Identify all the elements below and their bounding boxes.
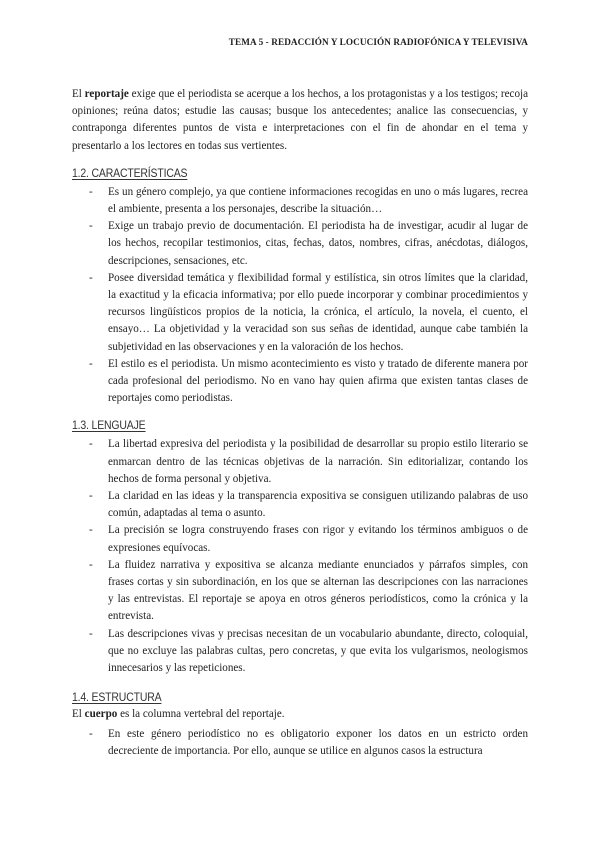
estructura-list bbox=[72, 726, 528, 760]
list-item bbox=[72, 356, 528, 408]
intro-text: exige que el periodista se acerque a los hechos, a los protagonistas y a los testigos; recoja opiniones; reúna datos; estudie las causas; busque los antecedentes; analice las consecuencias, y contraponga diferentes puntos de vista e interpretaciones con el fin de ahondar en el tema y presentarlo a los lectores en todas sus vertientes. bbox=[72, 88, 528, 152]
list-item-text: Exige un trabajo previo de documentación. El periodista ha de investigar, acudir al lugar de los hechos, recopilar testimonios, citas, fechas, datos, nombres, cifras, anécdotas, diálogos, descripciones, sensaciones, etc. bbox=[108, 220, 528, 267]
list-item-text: La precisión se logra construyendo frases con rigor y evitando los términos ambiguos o de expresiones equívocas. bbox=[108, 524, 528, 554]
page-content bbox=[72, 86, 528, 760]
estructura-text: es la columna vertebral del reportaje. bbox=[117, 708, 285, 721]
dash-bullet: - bbox=[89, 185, 93, 198]
list-item-text: La fluidez narrativa y expositiva se alcanza mediante enunciados y párrafos simples, con frases cortas y sin subordinación, en los que se alternan las descripciones con las narraciones y las entrevistas. El reportaje se apoya en otros géneros periodísticos, como la crónica y la entrevista. bbox=[108, 558, 528, 623]
intro-prefix: El bbox=[72, 88, 85, 100]
list-item-text: En este género periodístico no es obligatorio exponer los datos en un estricto orden decreciente de importancia. Por ello, aunque se utilice en algunos casos la estructura bbox=[108, 727, 528, 757]
list-item bbox=[72, 726, 528, 760]
list-item bbox=[72, 270, 528, 356]
list-item-text: La claridad en las ideas y la transparencia expositiva se consiguen utilizando palabras de uso común, adaptadas al tema o asunto. bbox=[108, 490, 528, 520]
list-item-text: Las descripciones vivas y precisas necesitan de un vocabulario abundante, directo, coloquial, que no excluye las palabras cultas, pero concretas, y que evita los vulgarismos, neologismos innecesarios y las repeticiones. bbox=[108, 627, 528, 675]
dash-bullet: - bbox=[89, 357, 93, 370]
dash-bullet: - bbox=[89, 627, 93, 640]
list-item-text: Posee diversidad temática y flexibilidad formal y estilística, sin otros límites que la claridad, la exactitud y la eficacia informativa; por ello puede incorporar y combinar procedimientos y recursos lingüísticos propios de la noticia, la crónica, el artículo, la novela, el cuento, el ensayo… La objetividad y la veracidad son sus señas de identidad, aunque cabe también la subjetividad en las observaciones y en la valoración de los hechos. bbox=[108, 271, 528, 353]
list-item bbox=[72, 522, 528, 556]
estructura-bold-term: cuerpo bbox=[84, 708, 118, 721]
list-item bbox=[72, 436, 528, 488]
running-header: TEMA 5 - REDACCIÓN Y LOCUCIÓN RADIOFÓNICA Y TELEVISIVA bbox=[228, 37, 528, 47]
intro-bold-term: reportaje bbox=[84, 88, 129, 100]
list-item bbox=[72, 218, 528, 270]
dash-bullet: - bbox=[89, 727, 93, 740]
list-item bbox=[72, 626, 528, 678]
estructura-intro bbox=[72, 706, 528, 723]
section-heading-estructura: 1.4. ESTRUCTURA bbox=[72, 690, 162, 705]
dash-bullet: - bbox=[89, 558, 93, 571]
list-item-text: El estilo es el periodista. Un mismo acontecimiento es visto y tratado de diferente manera por cada profesional del periodismo. No en vano hay quien afirma que existen tantas clases de reportajes como periodistas. bbox=[108, 357, 528, 405]
estructura-prefix: El bbox=[72, 708, 85, 721]
list-item bbox=[72, 184, 528, 218]
list-item-text: La libertad expresiva del periodista y la posibilidad de desarrollar su propio estilo literario se enmarcan dentro de las técnicas objetivas de la narración. Sin editorializar, contando los hechos de forma personal y objetiva. bbox=[108, 438, 528, 485]
lenguaje-list bbox=[72, 436, 528, 677]
caracteristicas-list bbox=[72, 184, 528, 408]
list-item bbox=[72, 557, 528, 626]
intro-paragraph bbox=[72, 86, 528, 155]
section-heading-lenguaje: 1.3. LENGUAJE bbox=[72, 418, 146, 433]
dash-bullet: - bbox=[89, 524, 93, 537]
dash-bullet: - bbox=[89, 490, 93, 503]
dash-bullet: - bbox=[89, 271, 93, 284]
section-heading-caracteristicas: 1.2. CARACTERÍSTICAS bbox=[72, 165, 188, 180]
dash-bullet: - bbox=[89, 220, 93, 233]
dash-bullet: - bbox=[89, 438, 93, 451]
list-item-text: Es un género complejo, ya que contiene informaciones recogidas en uno o más lugares, recrea el ambiente, presenta a los personajes, describe la situación… bbox=[108, 185, 528, 216]
list-item bbox=[72, 488, 528, 522]
